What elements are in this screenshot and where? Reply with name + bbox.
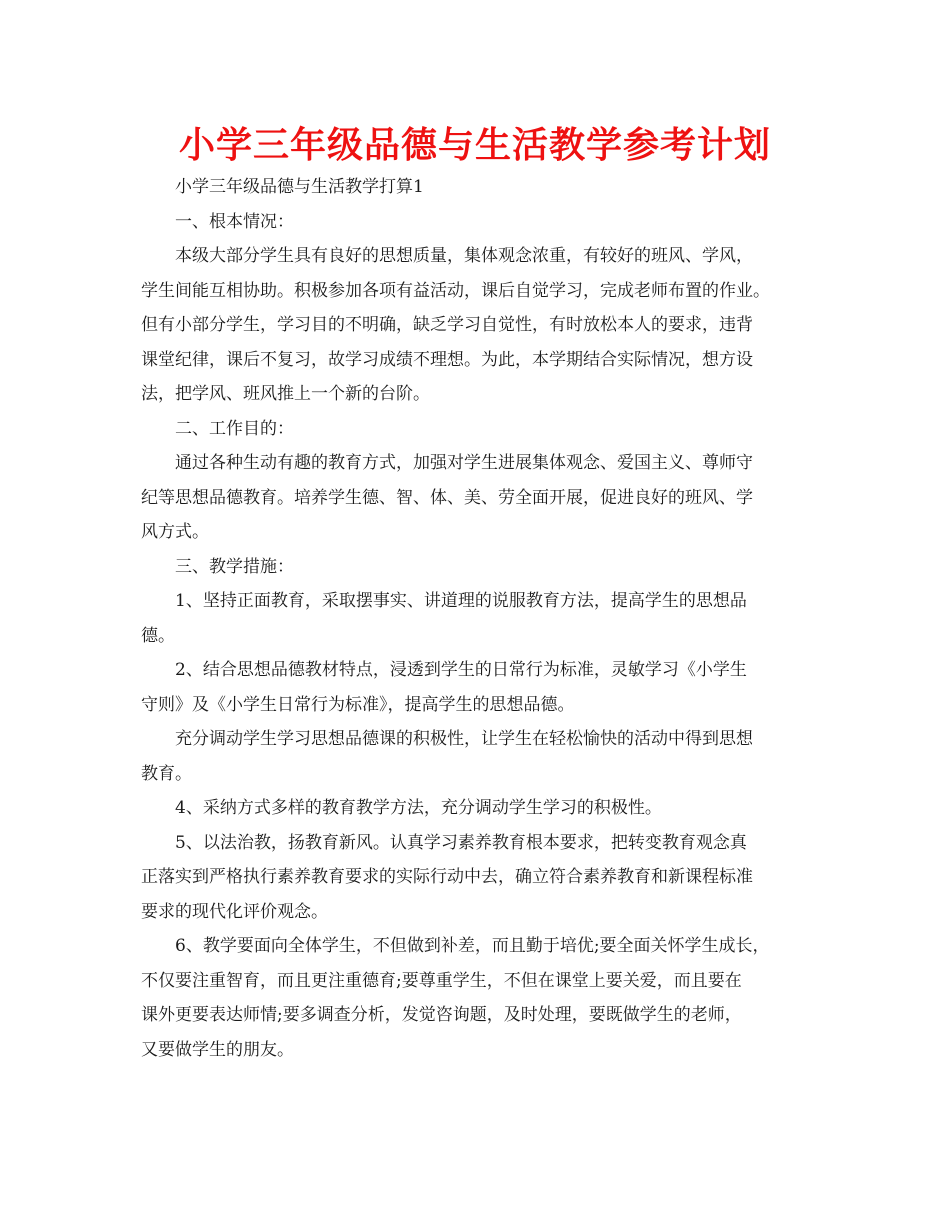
text-line: 要求的现代化评价观念。 [141,901,328,922]
text-line: 1、坚持正面教育，采取摆事实、讲道理的说服教育方法，提高学生的思想品 [175,591,747,611]
list-item [141,826,831,930]
text-line: 三、教学措施： [175,556,294,577]
text-line: 5、以法治教，扬教育新风。认真学习素养教育根本要求，把转变教育观念真 [175,832,747,853]
paragraph [141,239,831,412]
section-heading [141,412,831,447]
text-line: 二、工作目的： [175,418,294,439]
text-line: 守则》及《小学生日常行为标准》，提高学生的思想品德。 [141,694,575,715]
list-item [141,929,831,1067]
text-line: 但有小部分学生，学习目的不明确，缺乏学习自觉性，有时放松本人的要求，违背 [141,315,753,335]
text-line: 德。 [141,625,175,646]
list-item [141,791,831,826]
paragraph [141,446,831,550]
text-line: 小学三年级品德与生活教学打算1 [175,177,424,197]
document-title: 小学三年级品德与生活教学参考计划 [178,125,771,166]
text-line: 学生间能互相协助。积极参加各项有益活动，课后自觉学习，完成老师布置的作业。 [141,280,770,301]
text-line: 一、根本情况： [175,211,294,232]
text-line: 充分调动学生学习思想品德课的积极性，让学生在轻松愉快的活动中得到思想 [175,729,753,749]
text-line: 风方式。 [141,522,209,542]
text-line: 又要做学生的朋友。 [141,1039,294,1060]
text-line: 正落实到严格执行素养教育要求的实际行动中去，确立符合素养教育和新课程标准 [141,867,753,887]
text-line: 4、采纳方式多样的教育教学方法，充分调动学生学习的积极性。 [175,798,662,818]
text-line: 通过各种生动有趣的教育方式，加强对学生进展集体观念、爱国主义、尊师守 [175,453,753,473]
text-line: 法，把学风、班风推上一个新的台阶。 [141,384,430,404]
text-line: 纪等思想品德教育。培养学生德、智、体、美、劳全面开展，促进良好的班风、学 [141,487,753,508]
text-line: 2、结合思想品德教材特点，浸透到学生的日常行为标准，灵敏学习《小学生 [175,660,747,680]
text-line: 不仅要注重智育，而且更注重德育;要尊重学生，不但在课堂上要关爱，而且要在 [141,970,742,991]
text-line: 课堂纪律，课后不复习，故学习成绩不理想。为此，本学期结合实际情况，想方设 [141,349,753,370]
section-heading [141,550,831,585]
section-heading [141,205,831,240]
text-line: 本级大部分学生具有良好的思想质量，集体观念浓重，有较好的班风、学风， [175,246,753,266]
list-item [141,584,831,653]
paragraph [141,170,831,205]
list-item [141,653,831,722]
text-line: 课外更要表达师情;要多调查分析，发觉咨询题，及时处理，要既做学生的老师， [141,1005,742,1025]
text-line: 6、教学要面向全体学生，不但做到补差，而且勤于培优;要全面关怀学生成长， [175,936,770,956]
text-line: 教育。 [141,763,192,784]
document-body [141,170,831,1067]
list-item [141,722,831,791]
